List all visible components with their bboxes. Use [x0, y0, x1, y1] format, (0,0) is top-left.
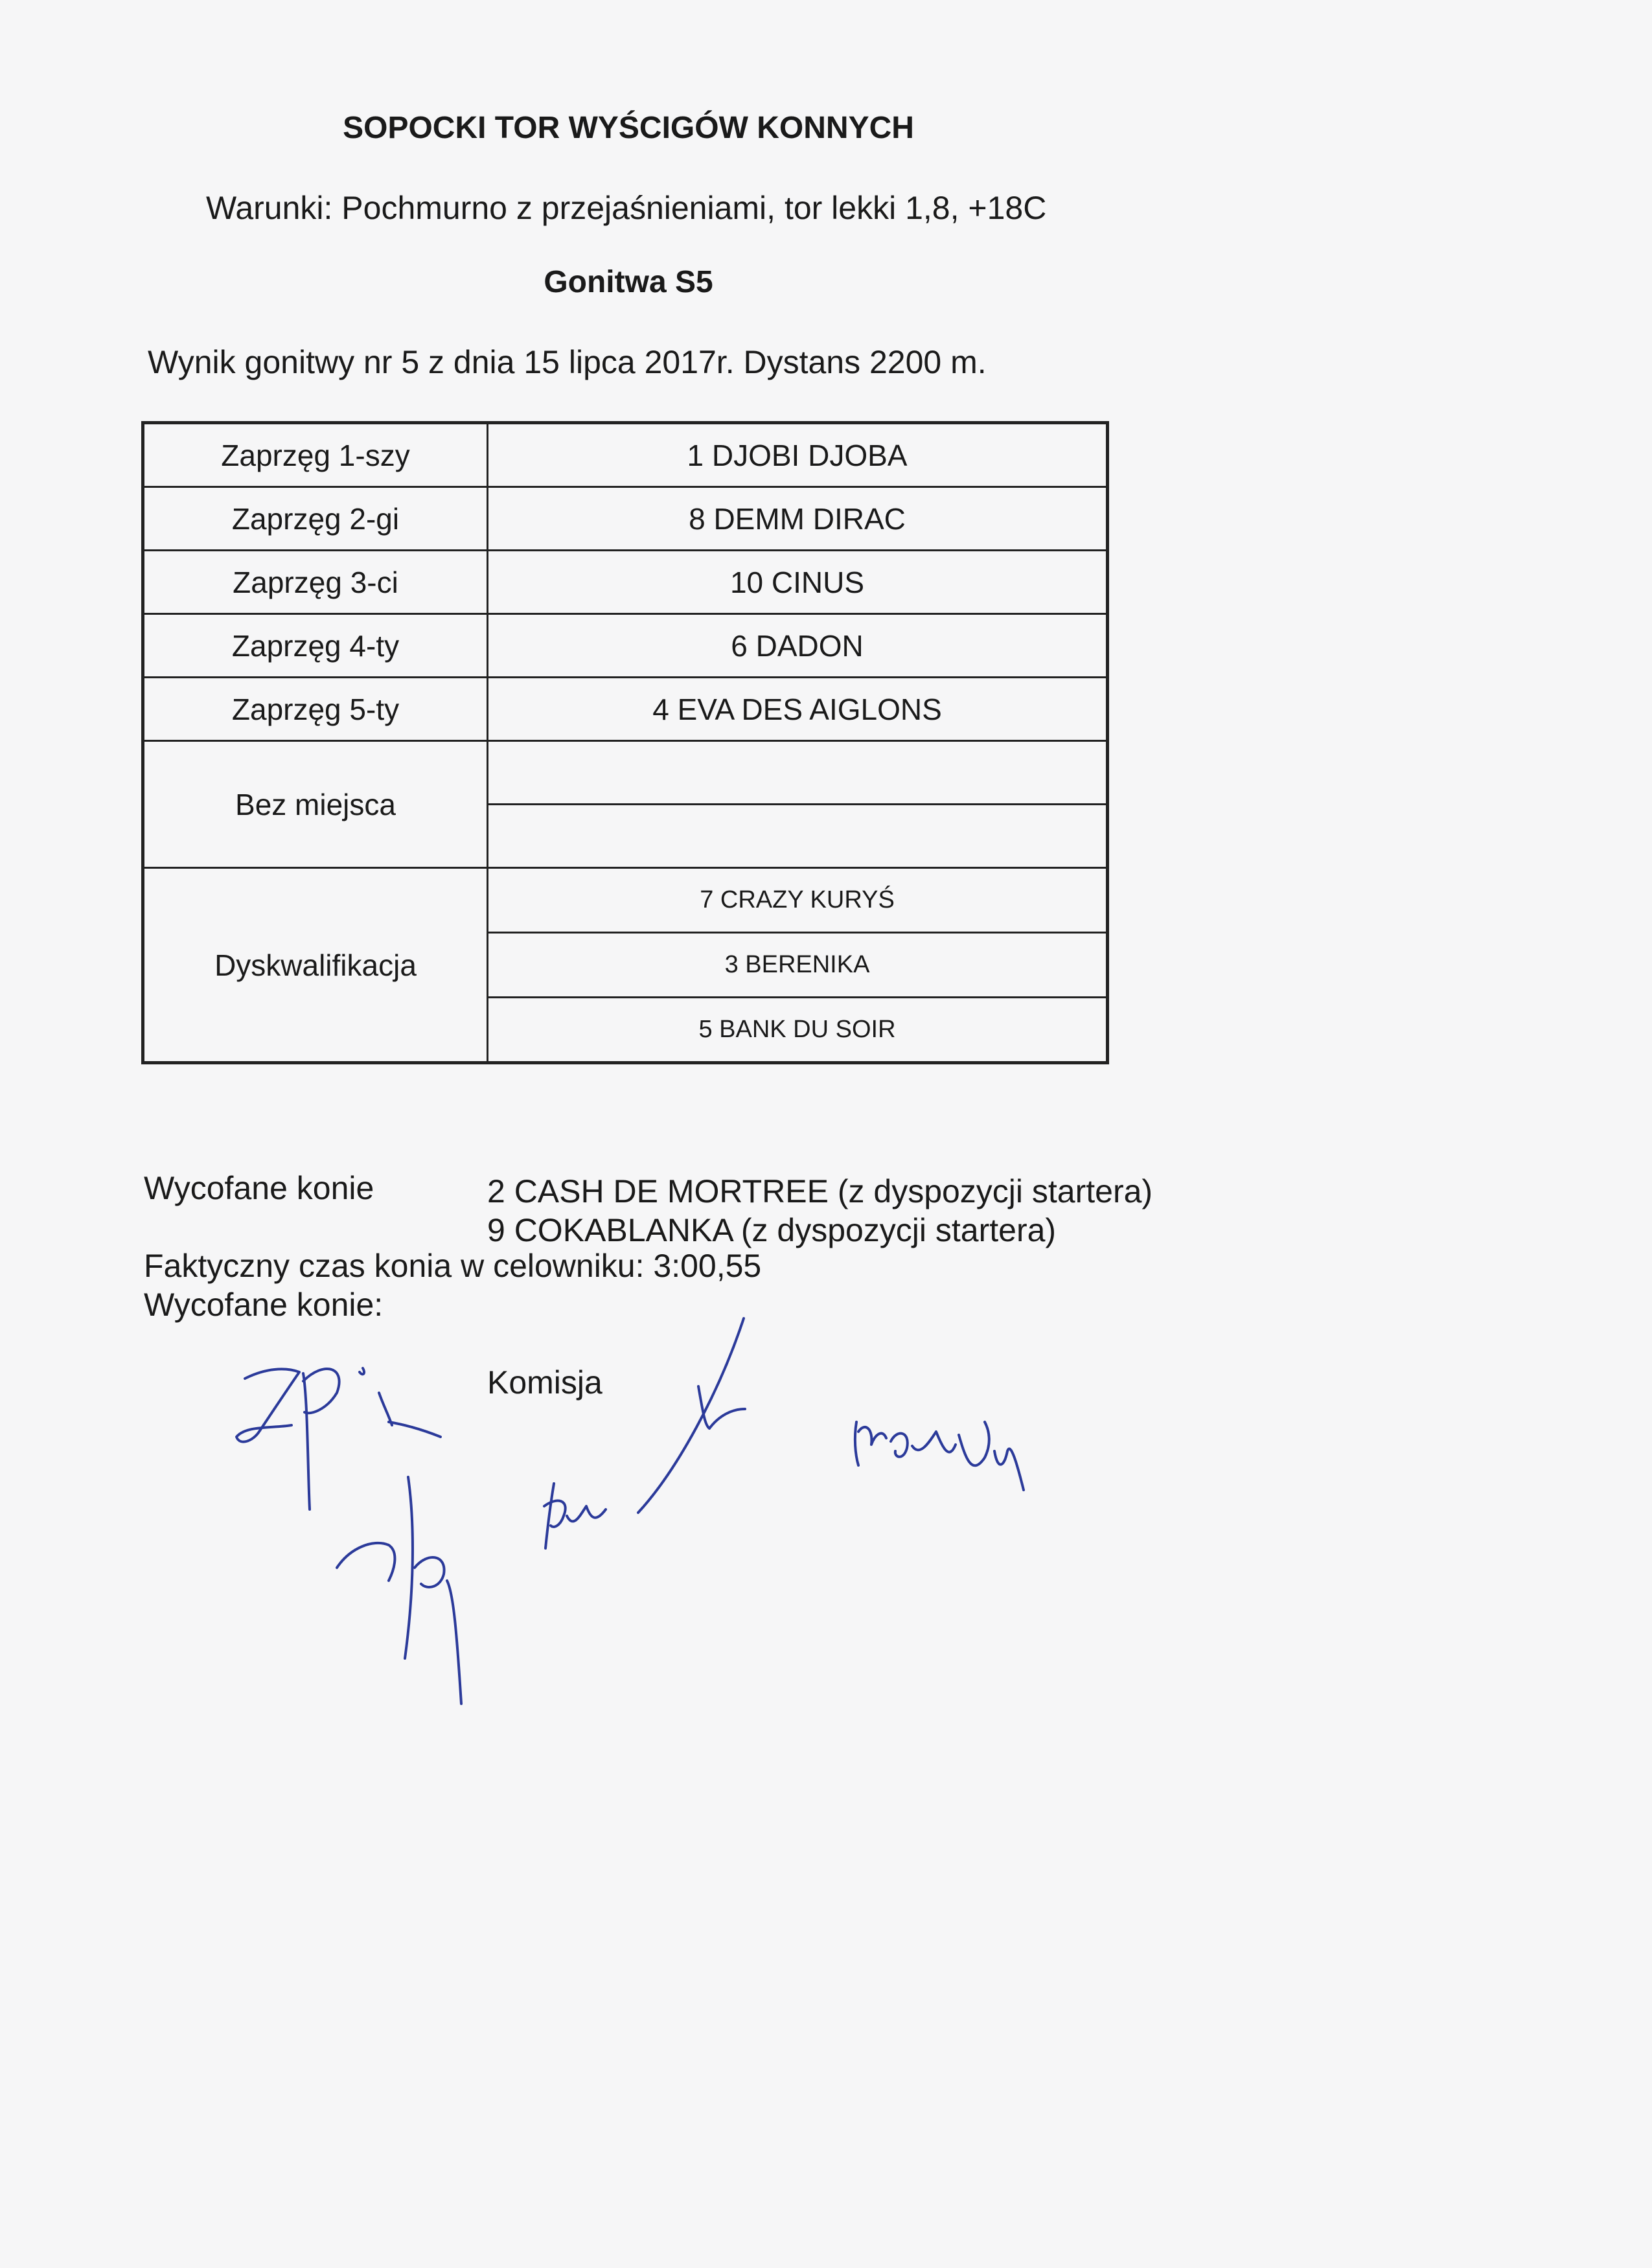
place-label: Zaprzęg 3-ci — [143, 551, 488, 614]
disqualified-horse: 3 BERENIKA — [488, 933, 1108, 998]
disqualified-horse: 5 BANK DU SOIR — [488, 998, 1108, 1063]
place-horse: 1 DJOBI DJOBA — [488, 423, 1108, 487]
place-label: Zaprzęg 1-szy — [143, 423, 488, 487]
commission-label: Komisja — [487, 1364, 602, 1401]
document-title: SOPOCKI TOR WYŚCIGÓW KONNYCH — [343, 111, 914, 145]
signature-2 — [337, 1477, 461, 1704]
weather-conditions: Warunki: Pochmurno z przejaśnieniami, tor lekki 1,8, +18C — [206, 190, 1047, 226]
withdrawn-horse: 2 CASH DE MORTREE (z dyspozycji startera) — [487, 1173, 1153, 1209]
place-label: Zaprzęg 2-gi — [143, 487, 488, 551]
result-line: Wynik gonitwy nr 5 z dnia 15 lipca 2017r. Dystans 2200 m. — [148, 344, 987, 380]
no-place-label: Bez miejsca — [143, 741, 488, 868]
signature-4 — [638, 1318, 745, 1513]
place-horse: 8 DEMM DIRAC — [488, 487, 1108, 551]
place-horse: 4 EVA DES AIGLONS — [488, 678, 1108, 741]
signature-5 — [855, 1422, 1024, 1490]
finish-time: Faktyczny czas konia w celowniku: 3:00,55 — [144, 1248, 762, 1284]
disqualified-horse: 7 CRAZY KURYŚ — [488, 868, 1108, 933]
signature-3 — [544, 1483, 606, 1548]
place-label: Zaprzęg 4-ty — [143, 614, 488, 678]
race-name: Gonitwa S5 — [544, 265, 713, 299]
withdrawn-label: Wycofane konie — [144, 1170, 374, 1206]
place-horse: 6 DADON — [488, 614, 1108, 678]
disqualification-label: Dyskwalifikacja — [143, 868, 488, 1063]
withdrawn-horse: 9 COKABLANKA (z dyspozycji startera) — [487, 1212, 1057, 1248]
withdrawn-label-2: Wycofane konie: — [144, 1287, 384, 1323]
place-horse: 10 CINUS — [488, 551, 1108, 614]
place-label: Zaprzęg 5-ty — [143, 678, 488, 741]
